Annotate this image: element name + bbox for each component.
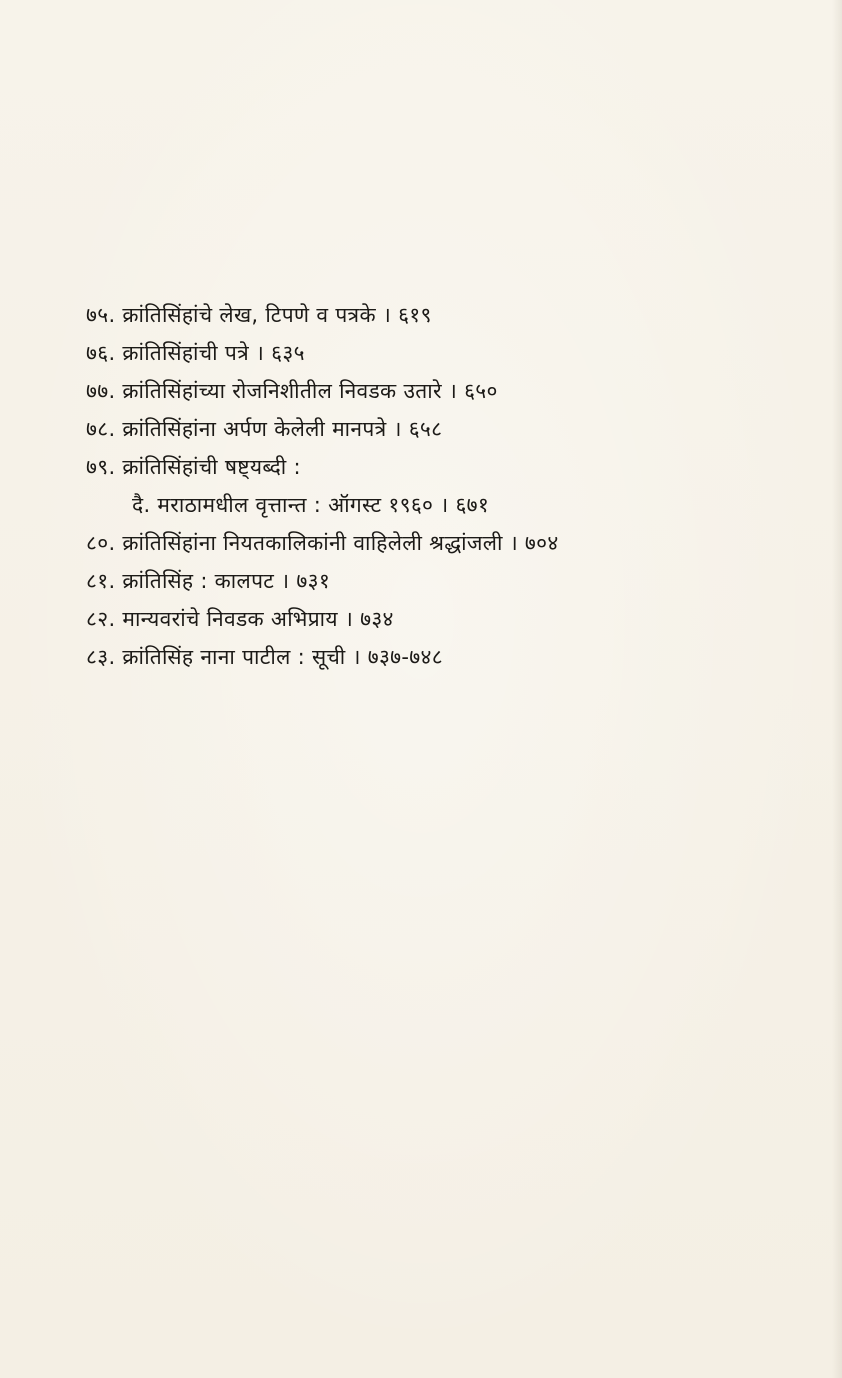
- toc-entry-83: ८३. क्रांतिसिंह नाना पाटील : सूची । ७३७-७४८: [86, 645, 443, 669]
- toc-entry-75: ७५. क्रांतिसिंहांचे लेख, टिपणे व पत्रके । ६१९: [86, 303, 432, 327]
- toc-entry-77: ७७. क्रांतिसिंहांच्या रोजनिशीतील निवडक उतारे । ६५०: [86, 379, 498, 403]
- toc-entry-78: ७८. क्रांतिसिंहांना अर्पण केलेली मानपत्रे । ६५८: [86, 417, 443, 441]
- toc-entry-80: ८०. क्रांतिसिंहांना नियतकालिकांनी वाहिलेली श्रद्धांजली । ७०४: [86, 531, 559, 555]
- page-edge-shadow: [832, 0, 842, 1378]
- table-of-contents: [86, 296, 786, 676]
- toc-entry-76: ७६. क्रांतिसिंहांची पत्रे । ६३५: [86, 341, 305, 365]
- toc-entry-81: ८१. क्रांतिसिंह : कालपट । ७३१: [86, 569, 331, 593]
- toc-entry-79: ७९. क्रांतिसिंहांची षष्ट्यब्दी :: [86, 455, 301, 479]
- toc-entry-82: ८२. मान्यवरांचे निवडक अभिप्राय । ७३४: [86, 607, 394, 631]
- toc-subentry-79: दै. मराठामधील वृत्तान्त : ऑगस्ट १९६० । ६७१: [132, 493, 490, 517]
